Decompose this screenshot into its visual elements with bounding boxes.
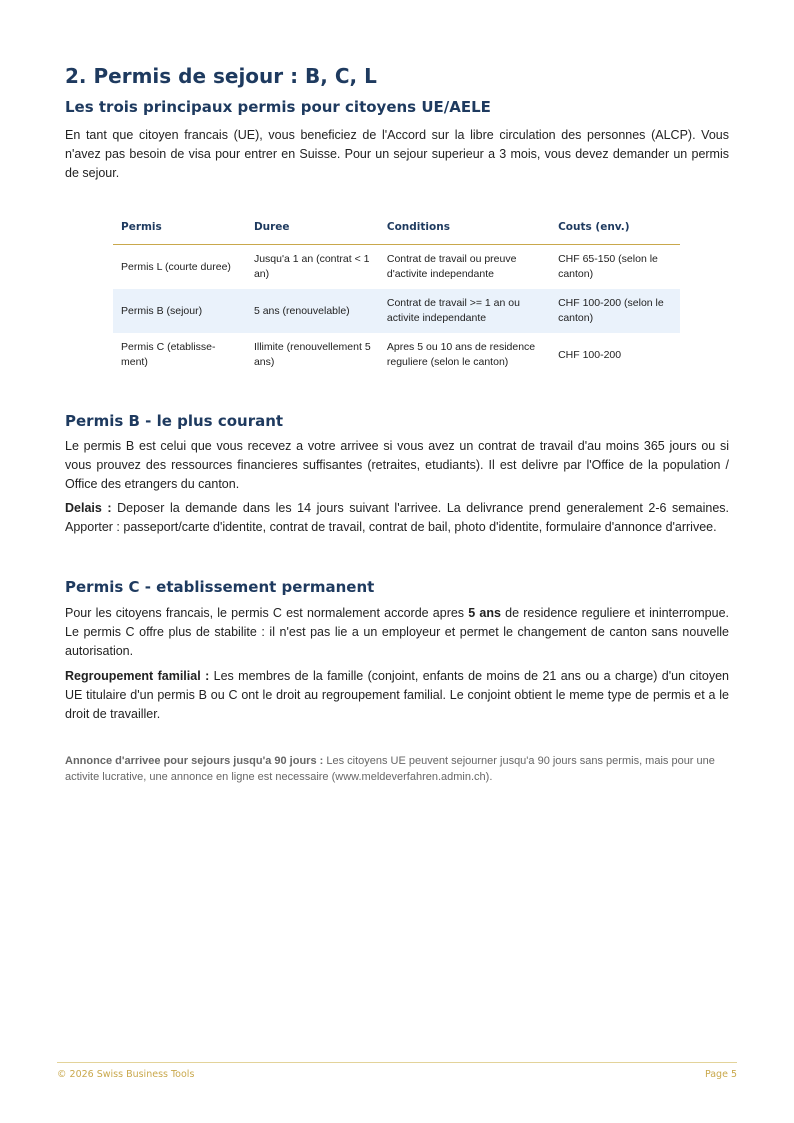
cell-conditions: Apres 5 ou 10 ans de residence reguliere (selon le canton) bbox=[386, 341, 536, 368]
cell-couts: CHF 65-150 (selon le canton) bbox=[558, 253, 658, 280]
cell-permis: Permis C (etablisse-ment) bbox=[121, 341, 216, 368]
permis-c-heading: Permis C - etablissement permanent bbox=[65, 578, 375, 596]
permits-table bbox=[113, 211, 680, 377]
cell-conditions: Contrat de travail >= 1 an ou activite independante bbox=[379, 289, 550, 333]
delais-label: Delais : bbox=[65, 501, 112, 515]
permis-c-text-after: de residence reguliere et ininterrompue. Le permis C offre plus de stabilite : il n'est pas lie a un employeur et permet le changement de canton sans nouvelle autorisation. bbox=[65, 606, 729, 658]
permis-b-heading: Permis B - le plus courant bbox=[65, 412, 284, 430]
section-permis-b bbox=[65, 410, 729, 537]
arrival-note-text: Les citoyens UE peuvent sejourner jusqu'a 90 jours sans permis, mais pour une activite lucrative, une annonce en ligne est necessaire (www.meldeverfahren.admin.ch). bbox=[65, 755, 715, 783]
table-row bbox=[113, 333, 680, 377]
table-row bbox=[113, 245, 680, 290]
cell-duree: Illimite (renouvellement 5 ans) bbox=[253, 341, 371, 368]
cell-couts: CHF 100-200 (selon le canton) bbox=[550, 289, 680, 333]
cell-couts: CHF 100-200 bbox=[558, 348, 622, 361]
header-duree: Duree bbox=[246, 211, 379, 245]
footer-copyright: © 2026 Swiss Business Tools bbox=[57, 1069, 195, 1080]
delais-text: Deposer la demande dans les 14 jours suivant l'arrivee. La delivrance prend generalement 2-6 semaines. Apporter : passeport/carte d'identite, contrat de travail, contrat de bail, photo d'identite, formulaire d'annonce d'arrivee. bbox=[65, 501, 729, 534]
cell-duree: Jusqu'a 1 an (contrat < 1 an) bbox=[253, 253, 370, 280]
regroupement-paragraph bbox=[65, 667, 729, 724]
regroupement-label: Regroupement familial : bbox=[65, 669, 210, 683]
page-title: 2. Permis de sejour : B, C, L bbox=[65, 64, 377, 88]
regroupement-text: Les membres de la famille (conjoint, enfants de moins de 21 ans ou a charge) d'un citoyen UE titulaire d'un permis B ou C ont le droit au regroupement familial. Le conjoint obtient le meme type de permis et a le droit de travailler. bbox=[65, 669, 729, 721]
header-couts: Couts (env.) bbox=[550, 211, 680, 245]
header-permis: Permis bbox=[113, 211, 246, 245]
table-header-row bbox=[113, 211, 680, 245]
permis-b-paragraph: Le permis B est celui que vous recevez a votre arrivee si vous avez un contrat de travail d'au moins 365 jours ou si vous prouvez des ressources financieres suffisantes (retraites, etudiants). Il est delivre par l'Office de la population / Office des etrangers du canton. bbox=[65, 439, 729, 491]
cell-permis: Permis L (courte duree) bbox=[121, 260, 231, 273]
page-footer bbox=[57, 1062, 737, 1080]
cell-permis: Permis B (sejour) bbox=[113, 289, 246, 333]
permis-c-paragraph bbox=[65, 604, 729, 661]
cell-duree: 5 ans (renouvelable) bbox=[246, 289, 379, 333]
cell-conditions: Contrat de travail ou preuve d'activite independante bbox=[386, 253, 517, 280]
permis-c-text-before: Pour les citoyens francais, le permis C est normalement accorde apres bbox=[65, 606, 469, 620]
arrival-note bbox=[65, 753, 729, 785]
header-conditions: Conditions bbox=[379, 211, 550, 245]
section-subtitle: Les trois principaux permis pour citoyens UE/AELE bbox=[65, 98, 491, 116]
arrival-note-label: Annonce d'arrivee pour sejours jusqu'a 90 jours : bbox=[65, 755, 324, 767]
page-content bbox=[65, 62, 729, 785]
footer-page-number: Page 5 bbox=[704, 1069, 737, 1080]
intro-paragraph: En tant que citoyen francais (UE), vous beneficiez de l'Accord sur la libre circulation des personnes (ALCP). Vous n'avez pas besoin de visa pour entrer en Suisse. Pour un sejour superieur a 3 mois, vous devez demander un permis de sejour. bbox=[65, 128, 729, 180]
table-row bbox=[113, 289, 680, 333]
delais-paragraph bbox=[65, 499, 729, 537]
permis-c-years: 5 ans bbox=[468, 606, 501, 620]
section-permis-c bbox=[65, 576, 729, 724]
